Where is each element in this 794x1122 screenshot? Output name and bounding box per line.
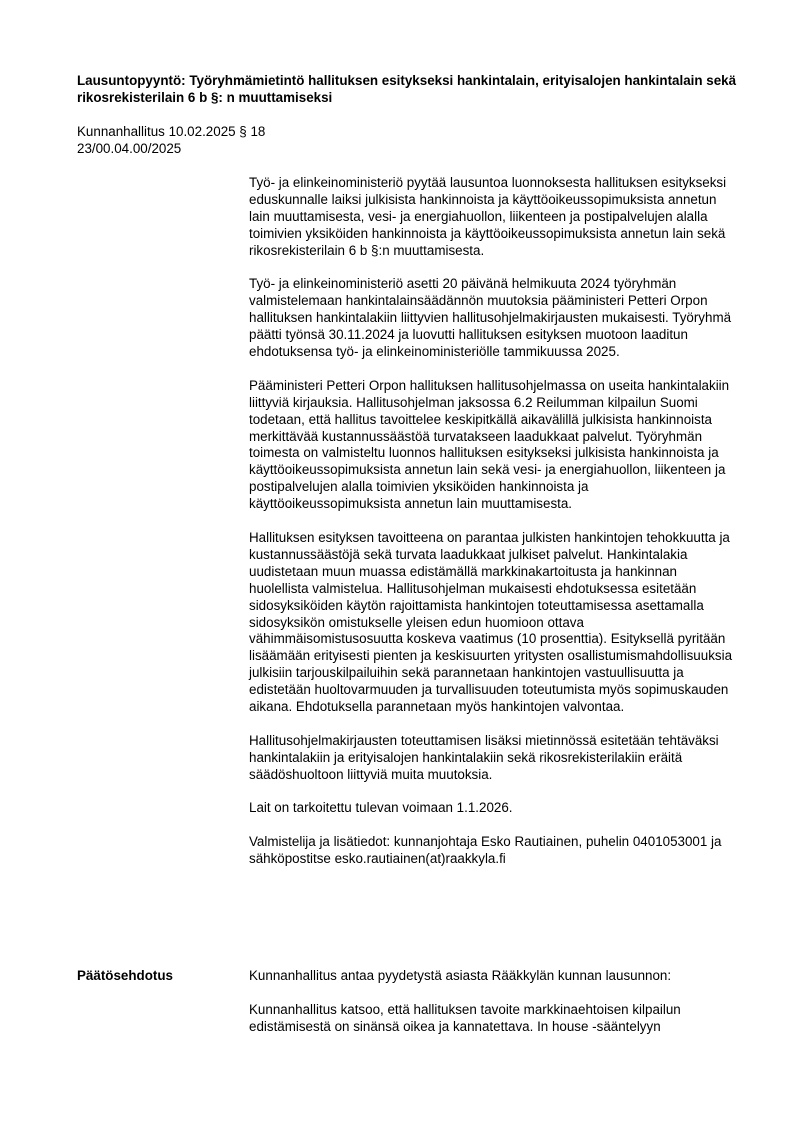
decision-label: Päätösehdotus bbox=[77, 968, 173, 983]
document-body bbox=[249, 175, 739, 885]
body-paragraph: Työ- ja elinkeinoministeriö pyytää lausuntoa luonnoksesta hallituksen esitykseksi eduskunnalle laiksi julkisista hankinnoista ja käyttöoikeussopimuksista annetun lain muuttamisesta, vesi- ja energiahuollon, liikenteen ja postipalvelujen alalla toimivien yksiköiden hankinnoista ja käyttöoikeussopimuksista annetun lain sekä rikosrekisterilain 6 b §:n muuttamisesta. bbox=[249, 175, 727, 258]
body-paragraph: Hallituksen esityksen tavoitteena on parantaa julkisten hankintojen tehokkuutta ja kustannussäästöjä sekä turvata laadukkaat julkiset palvelut. Hankintalakia uudistetaan muun muassa edistämällä markkinakartoitusta ja hankinnan huolellista valmistelua. Hallitusohjelman mukaisesti ehdotuksessa esitetään sidosyksiköiden käytön rajoittamista hankintojen toteuttamisessa asettamalla sidosyksikön omistukselle yleisen edun huomioon ottava vähimmäisomistusosuutta koskeva vaatimus (10 prosenttia). Esityksellä pyritään lisäämään erityisesti pienten ja keskisuurten yritysten osallistumismahdollisuuksia julkisiin tarjouskilpailuihin sekä parannetaan hankintojen vastuullisuutta ja edistetään huoltovarmuuden ja turvallisuuden toteutumista myös sopimuskauden aikana. Ehdotuksella parannetaan myös hankintojen valvontaa. bbox=[249, 529, 733, 715]
decision-paragraph: Kunnanhallitus antaa pyydetystä asiasta Rääkkylän kunnan lausunnon: bbox=[249, 968, 672, 983]
decision-proposal bbox=[249, 968, 739, 1053]
document-title: Lausuntopyyntö: Työryhmämietintö hallituksen esitykseksi hankintalain, erityisalojen hankintalain sekä rikosrekisterilain 6 b §: n muuttamiseksi bbox=[77, 73, 737, 105]
body-paragraph: Pääministeri Petteri Orpon hallituksen hallitusohjelmassa on useita hankintalakiin liittyviä kirjauksia. Hallitusohjelman jaksossa 6.2 Reilumman kilpailun Suomi todetaan, että hallitus tavoittelee keskipitkällä aikavälillä julkisista hankinnoista merkittävää kustannussäästöä turvatakseen laadukkaat palvelut. Työryhmän toimesta on valmisteltu luonnos hallituksen esitykseksi julkisista hankinnoista ja käyttöoikeussopimuksista annetun lain sekä vesi- ja energiahuollon, liikenteen ja postipalvelujen alalla toimivien yksiköiden hankinnoista ja käyttöoikeussopimuksista annetun lain muuttamisesta. bbox=[249, 377, 730, 512]
body-paragraph: Hallitusohjelmakirjausten toteuttamisen lisäksi mietinnössä esitetään tehtäväksi hankintalakiin ja erityisalojen hankintalakiin sekä rikosrekisterilakiin eräitä säädöshuoltoon liittyviä muita muutoksia. bbox=[249, 732, 719, 782]
meeting-info bbox=[77, 124, 477, 158]
meeting-reference: Kunnanhallitus 10.02.2025 § 18 bbox=[77, 124, 266, 139]
case-number: 23/00.04.00/2025 bbox=[77, 140, 182, 156]
body-paragraph: Työ- ja elinkeinoministeriö asetti 20 päivänä helmikuuta 2024 työryhmän valmistelemaan hankintalainsäädännön muutoksia pääministeri Petteri Orpon hallituksen hankintalakiin liittyvien hallitusohjelmakirjausten mukaisesti. Työryhmä päätti työnsä 30.11.2024 ja luovutti hallituksen esityksen muotoon laaditun ehdotuksensa työ- ja elinkeinoministeriölle tammikuussa 2025. bbox=[249, 276, 732, 360]
body-paragraph: Lait on tarkoitettu tulevan voimaan 1.1.2026. bbox=[249, 800, 513, 816]
decision-paragraph: Kunnanhallitus katsoo, että hallituksen tavoite markkinaehtoisen kilpailun edistämisestä on sinänsä oikea ja kannatettava. In house -sääntelyyn bbox=[249, 1001, 681, 1034]
body-paragraph: Valmistelija ja lisätiedot: kunnanjohtaja Esko Rautiainen, puhelin 0401053001 ja sähköpostitse esko.rautiainen(at)raakkyla.fi bbox=[249, 834, 722, 867]
